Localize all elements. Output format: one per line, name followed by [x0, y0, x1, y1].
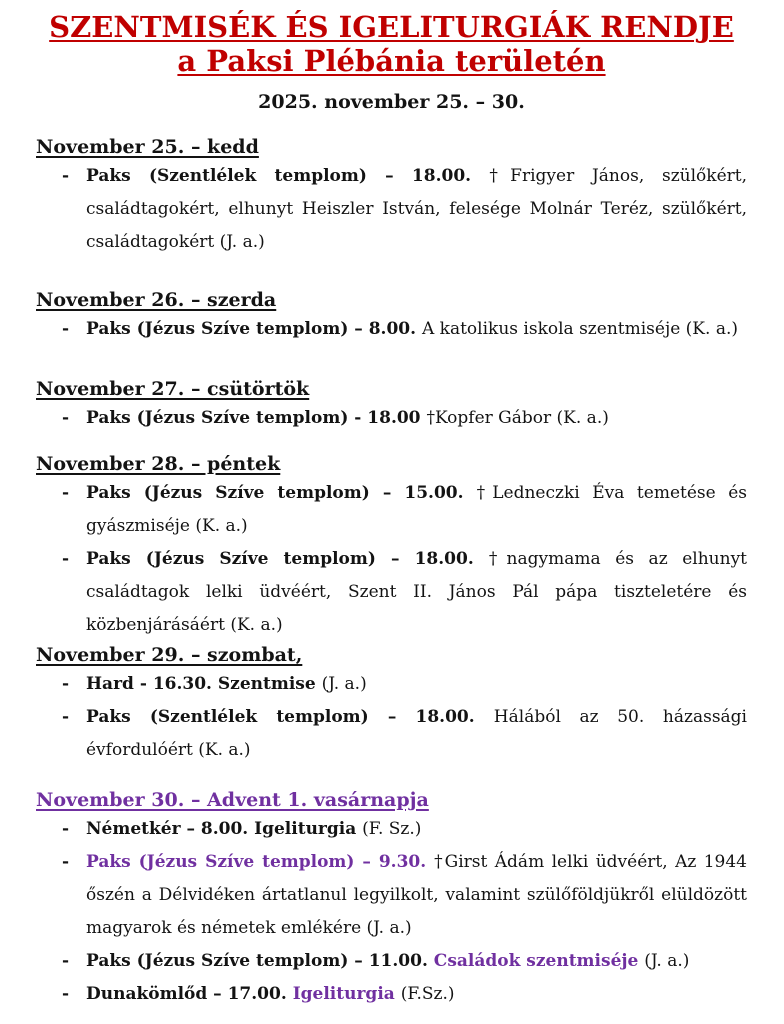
day-items [36, 477, 747, 642]
schedule-item [36, 945, 747, 978]
bullet-dash: - [62, 483, 70, 503]
day-heading-november-26: November 26. – szerda [36, 289, 277, 311]
text-segment: Igeliturgia [292, 984, 401, 1004]
day-heading-november-29: November 29. – szombat, [36, 644, 303, 666]
text-segment: Családok szentmiséje [433, 951, 645, 971]
text-segment: (J. a.) [644, 951, 690, 971]
text-segment: Paks (Jézus Szíve templom) – 9.30. [86, 852, 435, 872]
bullet-dash: - [62, 408, 70, 428]
text-segment: Paks (Jézus Szíve templom) – 15.00. [86, 483, 477, 503]
day-section-november-26 [36, 287, 747, 346]
bullet-dash: - [62, 319, 70, 339]
text-segment: Paks (Jézus Szíve templom) – 11.00. [86, 951, 434, 971]
text-segment: (F.Sz.) [400, 984, 455, 1004]
schedule-item [36, 160, 747, 259]
text-segment: †Frigyer János, szülőkért, családtagokért, elhunyt Heiszler István, felesége Molnár Teréz, szülőkért, családtagokért (J. a.) [86, 166, 747, 252]
schedule-item [36, 701, 747, 767]
text-segment: Dunakömlőd – 17.00. [86, 984, 293, 1004]
schedule-item [36, 543, 747, 642]
text-segment: Paks (Szentlélek templom) – 18.00. [86, 707, 494, 727]
bullet-dash: - [62, 166, 70, 186]
day-section-november-30 [36, 787, 747, 1011]
text-segment: Paks (Jézus Szíve templom) - 18.00 [86, 408, 427, 428]
schedule-item [36, 313, 747, 346]
schedule-item [36, 402, 747, 435]
schedule-item [36, 813, 747, 846]
text-segment: Paks (Jézus Szíve templom) – 8.00. [86, 319, 422, 339]
text-segment: †Girst Ádám lelki üdvéért, Az 1944 őszén a Délvidéken ártatlanul legyilkolt, valamint szülőföldjükről elüldözött magyarok és németek emlékére (J. a.) [86, 852, 747, 938]
day-items [36, 668, 747, 767]
day-heading-november-25: November 25. – kedd [36, 136, 259, 158]
date-range: 2025. november 25. – 30. [258, 91, 525, 113]
text-segment: Paks (Jézus Szíve templom) – 18.00. [86, 549, 489, 569]
day-section-november-27 [36, 376, 747, 435]
bullet-dash: - [62, 549, 70, 569]
day-section-november-29 [36, 642, 747, 767]
text-segment: †nagymama és az elhunyt családtagok lelki üdvéért, Szent II. János Pál pápa tiszteletére és közbenjárásáért (K. a.) [86, 549, 748, 635]
text-segment: †Kopfer Gábor (K. a.) [426, 408, 609, 428]
schedule-item [36, 978, 747, 1011]
text-segment: Hard - 16.30. Szentmise [86, 674, 322, 694]
bullet-dash: - [62, 707, 70, 727]
bullet-dash: - [62, 984, 70, 1004]
text-segment: (F. Sz.) [362, 819, 422, 839]
day-heading-november-30: November 30. – Advent 1. vasárnapja [36, 789, 429, 811]
text-segment: †Ledneczki Éva temetése és gyászmiséje (K. a.) [86, 483, 747, 536]
schedule-item [36, 668, 747, 701]
text-segment: Paks (Szentlélek templom) – 18.00. [86, 166, 490, 186]
bullet-dash: - [62, 951, 70, 971]
schedule-item [36, 477, 747, 543]
day-heading-november-27: November 27. – csütörtök [36, 378, 310, 400]
document-title [36, 10, 747, 78]
bullet-dash: - [62, 674, 70, 694]
day-items [36, 313, 747, 346]
schedule-sections [36, 134, 747, 1011]
day-items [36, 402, 747, 435]
day-section-november-25 [36, 134, 747, 259]
text-segment: Németkér – 8.00. Igeliturgia [86, 819, 363, 839]
schedule-item [36, 846, 747, 945]
document-title-line1: SZENTMISÉK ÉS IGELITURGIÁK RENDJE [49, 10, 734, 44]
text-segment: (J. a.) [321, 674, 367, 694]
text-segment: A katolikus iskola szentmiséje (K. a.) [421, 319, 738, 339]
bullet-dash: - [62, 852, 70, 872]
document-title-line2: a Paksi Plébánia területén [177, 44, 606, 78]
day-items [36, 813, 747, 1011]
text-segment: Hálából az 50. házassági évfordulóért (K. a.) [86, 707, 747, 760]
bullet-dash: - [62, 819, 70, 839]
day-section-november-28 [36, 451, 747, 642]
day-items [36, 160, 747, 259]
day-heading-november-28: November 28. – péntek [36, 453, 281, 475]
